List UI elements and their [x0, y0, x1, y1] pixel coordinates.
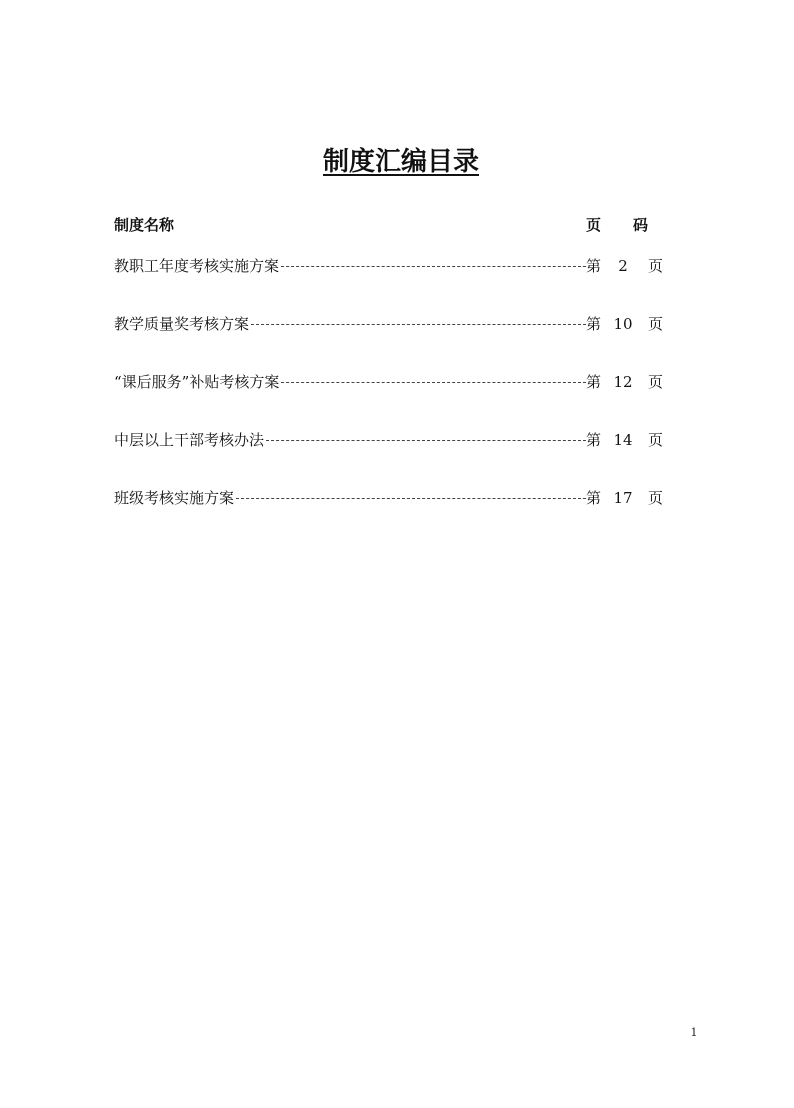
- page-title: [0, 144, 794, 180]
- toc-entry-title: 班级考核实施方案: [114, 489, 235, 507]
- toc-entry-suffix: 页: [648, 431, 664, 449]
- toc-entry-suffix: 页: [648, 257, 664, 275]
- dash-leader: [266, 440, 586, 441]
- dash-leader: [281, 266, 586, 267]
- header-page-column-1: 页: [586, 216, 602, 234]
- toc-entry-prefix: 第: [586, 257, 602, 275]
- toc-entry-page: 10: [613, 315, 633, 333]
- toc-entry-leader: [114, 370, 586, 394]
- toc-entry-suffix: 页: [648, 315, 664, 333]
- toc-entry-title: 教学质量奖考核方案: [114, 315, 250, 333]
- toc-entry-prefix: 第: [586, 373, 602, 391]
- toc-entry-prefix: 第: [586, 489, 602, 507]
- toc-entry-leader: [114, 428, 586, 452]
- header-name-column: 制度名称: [114, 216, 175, 234]
- toc-entry-page: 2: [618, 257, 628, 275]
- toc-entry[interactable]: [114, 428, 674, 452]
- toc-entry[interactable]: [114, 370, 674, 394]
- toc-entry-leader: [114, 254, 586, 278]
- page-number: 1: [690, 1026, 698, 1039]
- toc-entry-prefix: 第: [586, 315, 602, 333]
- toc-entry-page: 14: [613, 431, 633, 449]
- toc-entry[interactable]: [114, 486, 674, 510]
- dash-leader: [236, 498, 586, 499]
- toc-entry-title: 中层以上干部考核办法: [114, 431, 265, 449]
- toc-header: [114, 214, 674, 236]
- toc-entry-leader: [114, 312, 586, 336]
- toc-entry-page: 12: [613, 373, 633, 391]
- toc-entry-suffix: 页: [648, 373, 664, 391]
- dash-leader: [251, 324, 586, 325]
- toc-entry-prefix: 第: [586, 431, 602, 449]
- toc-entry-title: 教职工年度考核实施方案: [114, 257, 280, 275]
- toc-entry[interactable]: [114, 312, 674, 336]
- page-title-text: 制度汇编目录: [322, 147, 479, 177]
- header-page-column-2: 码: [633, 216, 649, 234]
- dash-leader: [281, 382, 586, 383]
- toc-entry-page: 17: [613, 489, 633, 507]
- toc-list: [114, 254, 674, 544]
- toc-entry-title: “课后服务”补贴考核方案: [114, 373, 280, 391]
- toc-entry[interactable]: [114, 254, 674, 278]
- toc-entry-leader: [114, 486, 586, 510]
- toc-entry-suffix: 页: [648, 489, 664, 507]
